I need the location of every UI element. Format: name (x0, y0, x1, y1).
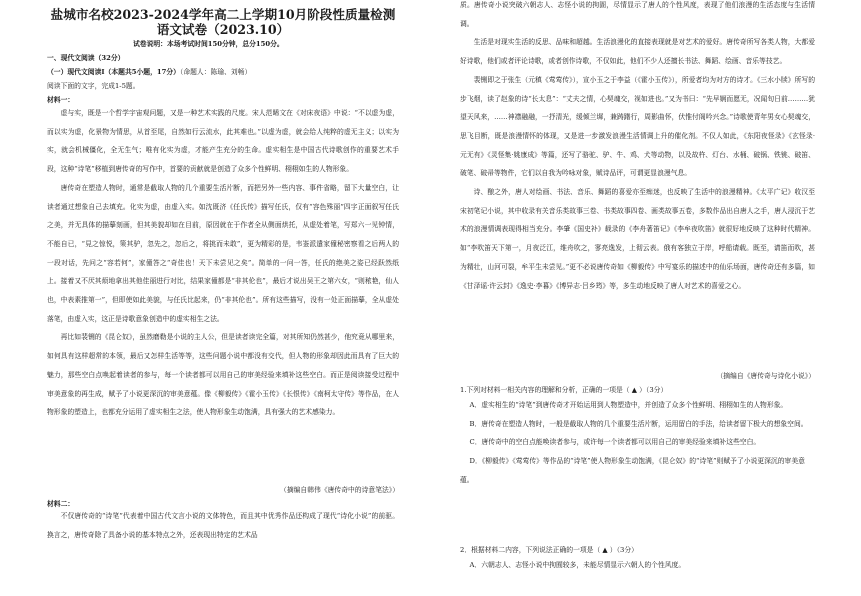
material1-paragraph-3: 再比如裴铏的《昆仑奴》，虽然磨勒是小说的主人公，但是读者读完全篇，对其所知仍然甚少，他究竟从哪里来，如何具有这样超常的本领，最后又怎样生活等等，这些问题小说中都没有交代，但人物的形象却因此而具有了巨大的魅力，那些空白点唤起着读者的参与，每一个读者都可以用自己的审美经验来填补这些空白。而正是阅读接受过程中审美意象的再生成，赋予了小说更深沉的审美意蕴。像《柳毅传》《霍小玉传》《长恨传》《南柯太守传》等作品，在人物形象的塑造上，也都充分运用了虚实相生之法，使人物形象生动饱满，具有强大的艺术感染力。 (47, 333, 399, 417)
material2-paragraph-4: 诗、酿之外，唐人对绘画、书法、音乐、舞蹈的喜爱亦至痴迷，也反映了生活中的浪漫精神。《太平广记》收汉至宋初笔记小说，其中收录有关音乐类故事三卷、书类故事四卷、画类故事五卷，多数作品出自唐人之手，唐人浸沉于艺术的浪漫情调表现得相当充分。李肇《国史补》载录的《李舟著笛记》《李牟夜吹笛》就很好地反映了这种时代精神。如“李吹笛天下第一，月夜泛江，维舟吹之，寥亮逸发，上彻云表。俄有客独立于岸，呼船请载。既至，请笛而吹，甚为精壮，山河可裂，牟平生未尝见。”更不必说唐传奇如《柳毅传》中写宴乐的描述中的仙乐场面，唐传奇还有多篇，如《甘泽谣·许云封》《逸史·李暮》《博异志·吕乡筠》等，多生动地反映了唐人对艺术的喜爱之心。 (460, 188, 815, 290)
material2-citation: （摘编自《唐传奇与诗化小说》） (716, 372, 815, 380)
sub-heading-text: （一）现代文阅读Ⅰ（本题共5小题，17分） (47, 68, 180, 76)
q1-option-a: A．虚实相生的“诗笔”到唐传奇才开始运用到人物塑造中，并创造了众多个性鲜明、栩栩如生的人物形象。 (469, 401, 788, 409)
question-2-options (460, 556, 815, 575)
instruction: 阅读下面的文字，完成1-5题。 (47, 82, 140, 90)
q1-option-c: C．唐传奇中的空白点能唤读者参与，或许每一个读者都可以用自己的审美经验来填补这些空白。 (469, 438, 761, 447)
material2-cont-paragraph: 质。唐传奇小说突破六朝志人、志怪小说的拘圄，尽情显示了唐人的个性风度，表现了他们浪漫的生活态度与生活情调。 (460, 1, 815, 28)
material2-paragraph-2: 生活是对现实生活的反思、品味和超越。生活浪漫化的直接表现就是对艺术的爱好。唐传奇所写各类人物，大都爱好诗歌，他们或者评论诗歌，或者创作诗歌，不仅如此，他们不少人还擅长书法、舞蹈、绘画、音乐等技艺。 (460, 38, 815, 66)
material2-paragraph-3: 裴铏即之于张生（元稹《莺莺传》），宣小玉之于李益（《霍小玉传》），所爱者均为对方的诗才。《三水小牍》所写的步飞烟，读了赵象的诗“长太息”：“丈夫之情，心契魂交，视如进也。”又为书曰：“先早娴而愿无，况闻旬日前………犹望天风来，……神襟融融，一抒清光，缓倾兰墀，兼踌躇行，周影曲怀，伏惟付阁吟兴念。”诗歌使青年男女心契魂交，思飞目断，既是浪漫情怀的体现，又是进一步激发浪漫生活情调上升的催化剂。不仅人如此，《东阳夜怪录》《玄怪录·元无有》《灵怪集·姚康成》等篇，还写了骆驼、驴、牛、鸡、犬等动物，以及故杵、灯台、水桶、破锅、铁铫、破笛、破笔、破帚等物件，它们以自我为吟咏对象，赋诗品评，可谓更显浪漫气息。 (460, 75, 815, 178)
exam-note: 试卷说明：本场考试时间150分钟，总分150分。 (133, 40, 284, 48)
q2-option-a: A．六朝志人、志怪小说中拘囿较多，未能尽情显示六朝人的个性风度。 (469, 561, 686, 569)
q1-option-d: D．《柳毅传》《莺莺传》等作品的“诗笔”使人物形象生动饱满，《昆仑奴》的“诗笔”则赋予了小说更深沉的审美意蕴。 (460, 457, 805, 484)
material2-label: 材料二： (47, 500, 75, 508)
material1-citation: （摘编自韩伟《唐传奇中的诗意笔法》） (280, 486, 399, 494)
exam-subtitle: 语文试卷（2023.10） (156, 22, 290, 37)
material2-continued (460, 0, 815, 295)
exam-title: 盐城市名校2023-2024学年高二上学期10月阶段性质量检测 (50, 7, 396, 22)
question-1-options (460, 396, 815, 490)
material1-paragraph-2: 唐传奇在塑造人物时，通常是截取人物的几个重要生活片断，而把另外一些内容、事件省略，留下大量空白，让读者通过想象自己去填充。化实为虚，由虚入实。如沈既济《任氏传》描写任氏，仅有“容色殊丽”四字正面叙写任氏之美，并无具体的描摹刻画，但其美貌却如在目前，原因就在于作者全从侧面烘托，从虚处着笔，写郑六一见钟情，不能自已，“見之惊悦，策其驴，忽先之，忽后之，将挑而未敢”，更为精彩的是，韦崟派遣家僮秘密察看之后两人的一段对话，先问之“容若何”，家僮答之“奇佳也！天下未尝见之矣”。简单的一问一答，任氏的绝美之姿已经跃然纸上。接着又不厌其烦地拿出其他佳丽进行对比，结果家僮都是“非其伦也”，最后才说出吴王之第六女，“则秾艳，仙人也，中表素推第一”，但即使如此美貌，与任氏比起来，仍“非其伦也”。所有这些描写，没有一处正面描摹，全从虚处落笔，由虚入实，这正是诗歌意象创造中的虚实相生之法。 (47, 183, 399, 323)
material2-paragraph-1: 不仅唐传奇的“诗笔”代表着中国古代文言小说的文体特色，而且其中优秀作品还构成了现代“诗化小说”的前驱。换言之，唐传奇除了具备小说的基本特点之外，还表现出特定的艺术品 (47, 512, 399, 539)
sub-heading (47, 68, 251, 77)
question-2: 2．根据材料二内容，下列说法正确的一项是（ ▲ ）（3分） (460, 546, 638, 554)
section-heading: 一、现代文阅读（32分） (47, 54, 125, 62)
material1-paragraph-1: 虚与实，既是一个哲学宇宙观问题，又是一种艺术实践的尺度。宋人范晞文在《对床夜语》中说：“不以虚为虚，而以实为虚，化景物为情思，从首至尾，自然如行云流水，此其难也。”以虚为虚，就会给人纯粹的虚无主义；以实为实，就会机械僵化，全无生气；唯有化实为虚，才能产生充分的生命。虚实相生是中国古代诗歌创作的重要艺术手段，这种“诗笔”移植到唐传奇的写作中，首要的贡献就是创造了众多个性鲜明、栩栩如生的人物形象。 (47, 109, 399, 174)
q1-option-b: B．唐传奇在塑造人物时，一般是截取人物的几个重要生活片断，运用留白的手法，给读者留下极大的想象空间。 (469, 419, 808, 428)
material1-body (47, 104, 399, 422)
question-1: 1.下列对材料一相关内容的理解和分析，正确的一项是（ ▲ ）（3分） (460, 386, 668, 394)
material1-label: 材料一： (47, 96, 75, 104)
sub-heading-setters: （命题人：陈瑜、刘畅） (179, 68, 252, 76)
material2-body (47, 507, 399, 544)
